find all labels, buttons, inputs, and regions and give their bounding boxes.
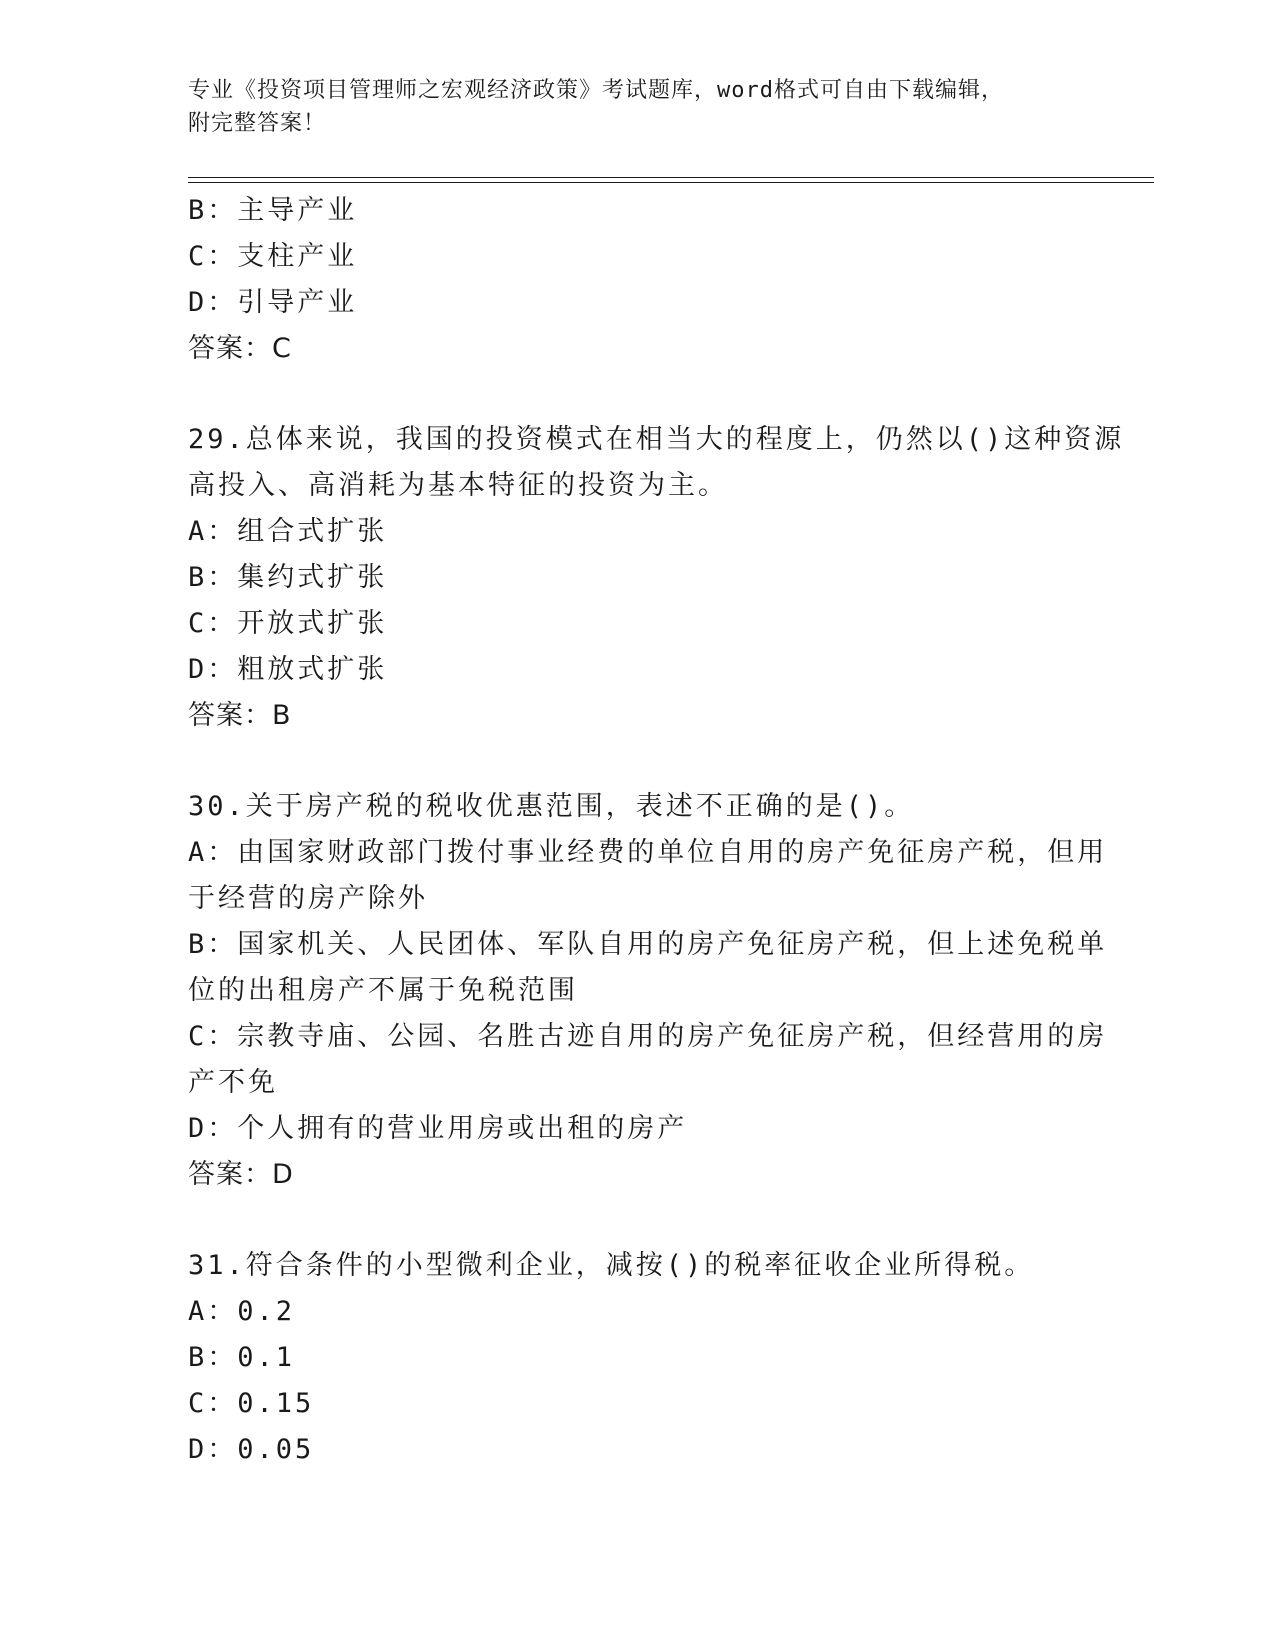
- header-line-2: 附完整答案！: [188, 111, 327, 136]
- option-b: B：集约式扩张: [188, 562, 388, 593]
- option-c-continued: 产不免: [188, 1067, 278, 1098]
- answer-line: 答案：D: [188, 1159, 294, 1190]
- option-b: B：主导产业: [188, 195, 358, 226]
- option-a: A：组合式扩张: [188, 516, 388, 547]
- header-divider-bottom: [188, 182, 1154, 183]
- question-28-tail: [188, 188, 1088, 372]
- option-b: B：国家机关、人民团体、军队自用的房产免征房产税，但上述免税单: [188, 929, 1108, 960]
- option-a: A：0.2: [188, 1296, 296, 1327]
- question-stem: 29.总体来说，我国的投资模式在相当大的程度上，仍然以()这种资源: [188, 424, 1125, 455]
- option-a: A：由国家财政部门拨付事业经费的单位自用的房产免征房产税，但用: [188, 837, 1108, 868]
- option-b-continued: 位的出租房产不属于免税范围: [188, 975, 578, 1006]
- option-a-continued: 于经营的房产除外: [188, 883, 428, 914]
- header-divider-top: [188, 177, 1154, 178]
- question-list: [188, 188, 1125, 1473]
- option-d: D：0.05: [188, 1434, 315, 1465]
- question-stem: 30.关于房产税的税收优惠范围，表述不正确的是()。: [188, 791, 915, 822]
- question-30: [188, 784, 1108, 1198]
- option-c: C：支柱产业: [188, 241, 358, 272]
- option-b: B：0.1: [188, 1342, 296, 1373]
- option-d: D：引导产业: [188, 287, 358, 318]
- header-line-1: 专业《投资项目管理师之宏观经济政策》考试题库，word格式可自由下载编辑，: [188, 78, 1004, 103]
- answer-line: 答案：C: [188, 333, 292, 364]
- question-stem-continued: 高投入、高消耗为基本特征的投资为主。: [188, 470, 728, 501]
- option-d: D：粗放式扩张: [188, 654, 388, 685]
- option-d: D：个人拥有的营业用房或出租的房产: [188, 1113, 688, 1144]
- question-stem: 31.符合条件的小型微利企业，减按()的税率征收企业所得税。: [188, 1250, 1035, 1281]
- option-c: C：开放式扩张: [188, 608, 388, 639]
- document-header: [188, 74, 1068, 140]
- option-c: C：宗教寺庙、公园、名胜古迹自用的房产免征房产税，但经营用的房: [188, 1021, 1108, 1052]
- question-29: [188, 417, 1125, 739]
- answer-line: 答案：B: [188, 700, 292, 731]
- question-31: [188, 1243, 1088, 1473]
- option-c: C：0.15: [188, 1388, 315, 1419]
